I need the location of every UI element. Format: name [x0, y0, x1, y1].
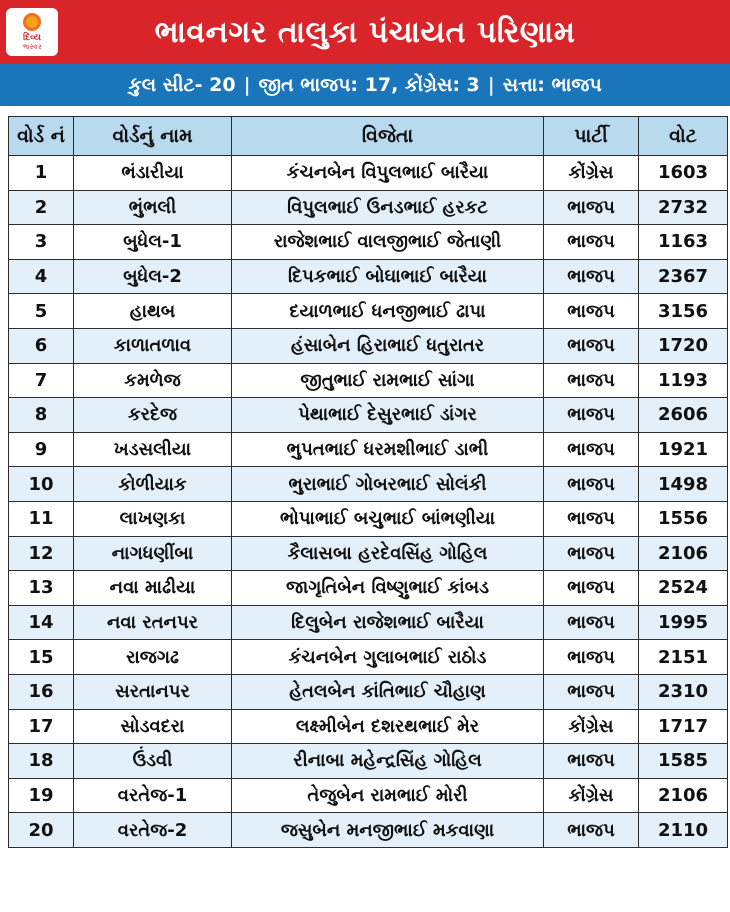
ward-name-cell: ભંડારીયા [74, 156, 232, 191]
votes-cell: 1498 [639, 467, 728, 502]
winner-cell: જસુબેન મનજીભાઈ મકવાણા [232, 813, 544, 848]
votes-cell: 1921 [639, 432, 728, 467]
ward-name-cell: વરતેજ-2 [74, 813, 232, 848]
votes-cell: 1193 [639, 363, 728, 398]
winner-cell: પેથાભાઈ દેસુરભાઈ ડાંગર [232, 398, 544, 433]
winner-cell: ભુપતભાઈ ધરમશીભાઈ ડાભી [232, 432, 544, 467]
votes-cell: 2151 [639, 640, 728, 675]
table-row [9, 363, 728, 398]
win-tally: જીત ભાજપ: 17, કોંગ્રેસ: 3 [258, 74, 480, 96]
winner-cell: તેજુબેન રામભાઈ મોરી [232, 778, 544, 813]
sun-icon [23, 13, 41, 31]
ward-name-cell: નાગધણીંબા [74, 536, 232, 571]
votes-cell: 3156 [639, 294, 728, 329]
votes-cell: 1163 [639, 225, 728, 260]
title-bar [0, 0, 730, 64]
ward-no-cell: 18 [9, 744, 74, 779]
party-cell: ભાજપ [544, 571, 639, 606]
party-cell: ભાજપ [544, 536, 639, 571]
party-cell: ભાજપ [544, 744, 639, 779]
table-row [9, 605, 728, 640]
separator: | [243, 74, 251, 96]
table-row [9, 813, 728, 848]
table-row [9, 744, 728, 779]
votes-cell: 2310 [639, 674, 728, 709]
table-row [9, 501, 728, 536]
table-row [9, 156, 728, 191]
party-cell: કોંગ્રેસ [544, 778, 639, 813]
col-votes: વોટ [639, 117, 728, 156]
ward-no-cell: 17 [9, 709, 74, 744]
party-cell: ભાજપ [544, 259, 639, 294]
party-cell: ભાજપ [544, 467, 639, 502]
party-cell: ભાજપ [544, 674, 639, 709]
ward-no-cell: 5 [9, 294, 74, 329]
winner-cell: હેતલબેન કાંતિભાઈ ચૌહાણ [232, 674, 544, 709]
table-row [9, 709, 728, 744]
ward-no-cell: 10 [9, 467, 74, 502]
ward-name-cell: નવા માઢીયા [74, 571, 232, 606]
party-cell: ભાજપ [544, 640, 639, 675]
logo-line-1: દિવ્ય [23, 33, 41, 43]
ward-name-cell: સરતાનપર [74, 674, 232, 709]
table-row [9, 294, 728, 329]
ward-name-cell: ભુંભલી [74, 190, 232, 225]
votes-cell: 2732 [639, 190, 728, 225]
votes-cell: 1585 [639, 744, 728, 779]
party-cell: ભાજપ [544, 432, 639, 467]
party-cell: કોંગ્રેસ [544, 156, 639, 191]
table-row [9, 640, 728, 675]
winner-cell: ભુરાભાઈ ગોબરભાઈ સોલંકી [232, 467, 544, 502]
ward-name-cell: લાખણકા [74, 501, 232, 536]
ward-name-cell: હાથબ [74, 294, 232, 329]
party-cell: ભાજપ [544, 363, 639, 398]
party-cell: ભાજપ [544, 398, 639, 433]
ward-name-cell: કાળાતળાવ [74, 328, 232, 363]
votes-cell: 2106 [639, 778, 728, 813]
ward-no-cell: 16 [9, 674, 74, 709]
ward-name-cell: રાજગઢ [74, 640, 232, 675]
party-cell: ભાજપ [544, 294, 639, 329]
table-row [9, 778, 728, 813]
winner-cell: ભોપાભાઈ બચુભાઈ બાંભણીયા [232, 501, 544, 536]
votes-cell: 2367 [639, 259, 728, 294]
ward-no-cell: 2 [9, 190, 74, 225]
votes-cell: 1995 [639, 605, 728, 640]
table-row [9, 259, 728, 294]
ward-no-cell: 9 [9, 432, 74, 467]
table-row [9, 225, 728, 260]
ward-name-cell: સોડવદરા [74, 709, 232, 744]
col-ward-name: વોર્ડનું નામ [74, 117, 232, 156]
ward-no-cell: 19 [9, 778, 74, 813]
ward-no-cell: 1 [9, 156, 74, 191]
ward-name-cell: ઉંડવી [74, 744, 232, 779]
party-cell: ભાજપ [544, 501, 639, 536]
ward-name-cell: બુધેલ-2 [74, 259, 232, 294]
votes-cell: 2606 [639, 398, 728, 433]
table-row [9, 432, 728, 467]
votes-cell: 1603 [639, 156, 728, 191]
col-ward-no: વોર્ડ નં [9, 117, 74, 156]
ruling-party: સત્તા: ભાજપ [502, 74, 602, 96]
page-title: ભાવનગર તાલુકા પંચાયત પરિણામ [154, 14, 576, 50]
votes-cell: 2110 [639, 813, 728, 848]
party-cell: ભાજપ [544, 225, 639, 260]
col-winner: વિજેતા [232, 117, 544, 156]
table-row [9, 328, 728, 363]
party-cell: ભાજપ [544, 190, 639, 225]
winner-cell: કંચનબેન ગુલાબભાઈ રાઠોડ [232, 640, 544, 675]
party-cell: ભાજપ [544, 605, 639, 640]
brand-logo [6, 8, 58, 56]
votes-cell: 2106 [639, 536, 728, 571]
ward-no-cell: 4 [9, 259, 74, 294]
table-row [9, 467, 728, 502]
winner-cell: રીનાબા મહેન્દ્રસિંહ ગોહિલ [232, 744, 544, 779]
party-cell: ભાજપ [544, 328, 639, 363]
winner-cell: વિપુલભાઈ ઉનડભાઈ હરકટ [232, 190, 544, 225]
winner-cell: લક્ષ્મીબેન દશરથભાઈ મેર [232, 709, 544, 744]
ward-no-cell: 6 [9, 328, 74, 363]
table-row [9, 536, 728, 571]
total-seats: કુલ સીટ- 20 [128, 74, 236, 96]
summary-bar [0, 64, 730, 106]
ward-name-cell: ખડસલીયા [74, 432, 232, 467]
table-header-row [9, 117, 728, 156]
table-row [9, 190, 728, 225]
ward-no-cell: 11 [9, 501, 74, 536]
ward-no-cell: 7 [9, 363, 74, 398]
winner-cell: રાજેશભાઈ વાલજીભાઈ જેતાણી [232, 225, 544, 260]
winner-cell: કંચનબેન વિપુલભાઈ બારૈયા [232, 156, 544, 191]
votes-cell: 1717 [639, 709, 728, 744]
ward-name-cell: નવા રતનપર [74, 605, 232, 640]
col-party: પાર્ટી [544, 117, 639, 156]
ward-no-cell: 20 [9, 813, 74, 848]
votes-cell: 2524 [639, 571, 728, 606]
table-row [9, 398, 728, 433]
ward-name-cell: બુધેલ-1 [74, 225, 232, 260]
winner-cell: દિલુબેન રાજેશભાઈ બારૈયા [232, 605, 544, 640]
winner-cell: કૈલાસબા હરદેવસિંહ ગોહિલ [232, 536, 544, 571]
winner-cell: હંસાબેન હિરાભાઈ ધતુરાતર [232, 328, 544, 363]
winner-cell: દિપકભાઈ બોઘાભાઈ બારૈયા [232, 259, 544, 294]
ward-name-cell: કમળેજ [74, 363, 232, 398]
table-row [9, 674, 728, 709]
votes-cell: 1556 [639, 501, 728, 536]
ward-no-cell: 8 [9, 398, 74, 433]
ward-name-cell: કરદેજ [74, 398, 232, 433]
separator: | [487, 74, 495, 96]
party-cell: કોંગ્રેસ [544, 709, 639, 744]
ward-no-cell: 3 [9, 225, 74, 260]
ward-no-cell: 12 [9, 536, 74, 571]
ward-no-cell: 15 [9, 640, 74, 675]
winner-cell: દયાળભાઈ ધનજીભાઈ ઢાપા [232, 294, 544, 329]
logo-line-2: ભાસ્કર [22, 43, 42, 51]
table-body [9, 156, 728, 848]
votes-cell: 1720 [639, 328, 728, 363]
winner-cell: જીતુભાઈ રામભાઈ સાંગા [232, 363, 544, 398]
winner-cell: જાગૃતિબેન વિષ્ણુભાઈ કાંબડ [232, 571, 544, 606]
ward-no-cell: 14 [9, 605, 74, 640]
ward-name-cell: વરતેજ-1 [74, 778, 232, 813]
party-cell: ભાજપ [544, 813, 639, 848]
ward-no-cell: 13 [9, 571, 74, 606]
results-table [8, 116, 728, 848]
ward-name-cell: કોળીયાક [74, 467, 232, 502]
table-row [9, 571, 728, 606]
